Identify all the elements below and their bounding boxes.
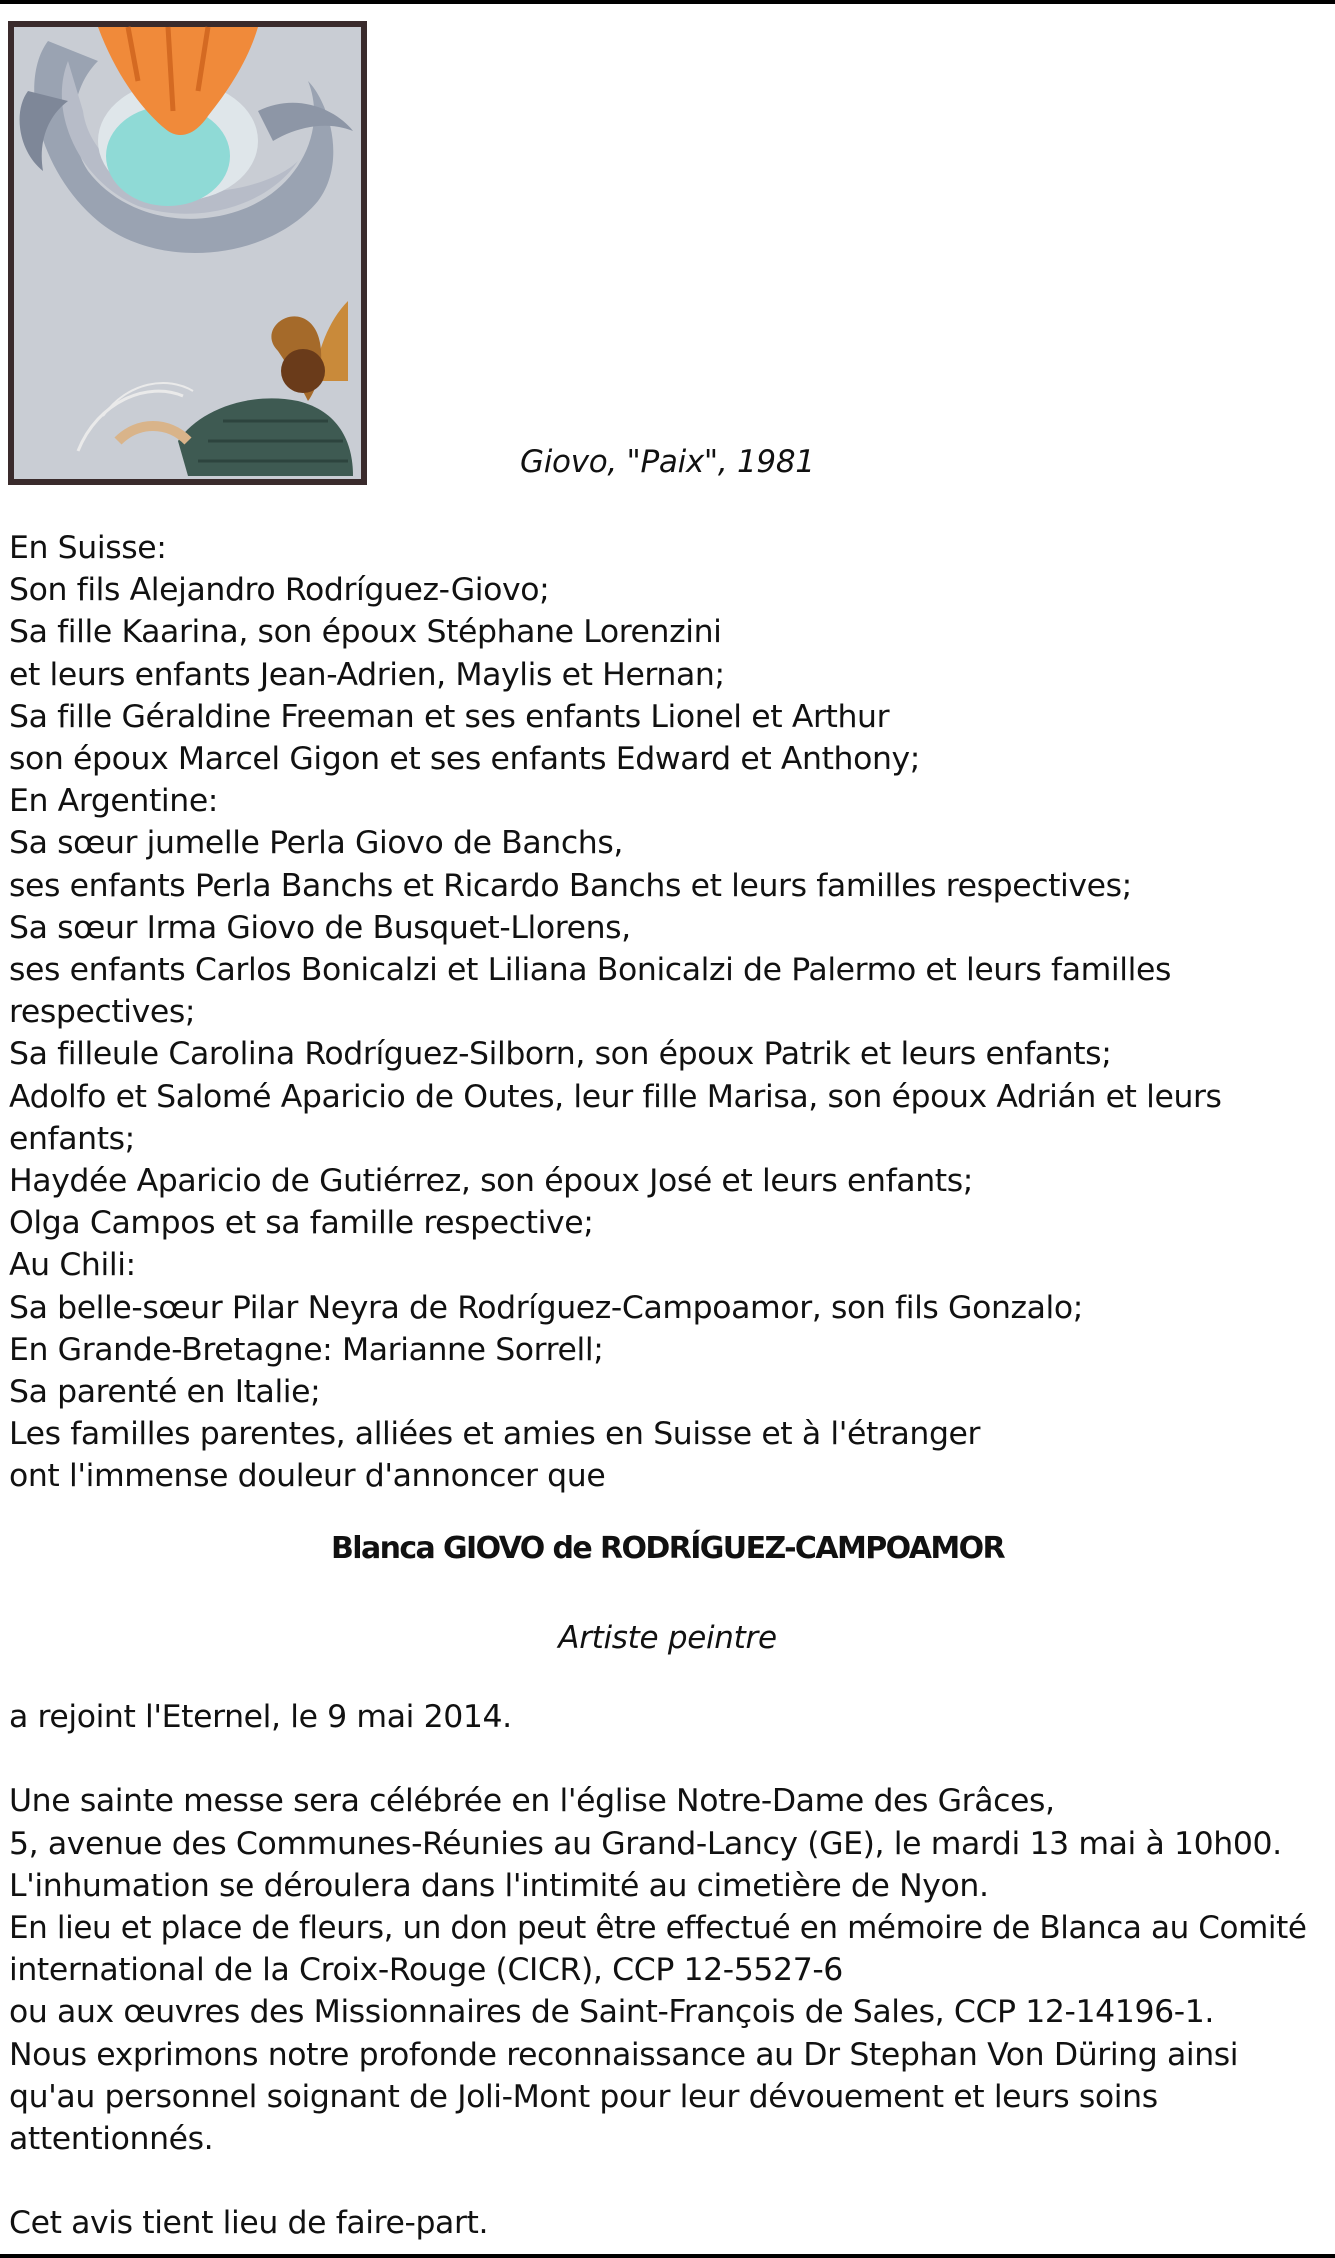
family-line: Haydée Aparicio de Gutiérrez, son époux José et leurs enfants;	[9, 1163, 973, 1200]
family-line: respectives;	[9, 994, 196, 1031]
family-announcement	[9, 527, 1319, 1498]
painting-caption: Giovo, "Paix", 1981	[520, 444, 815, 480]
ceremony-line: qu'au personnel soignant de Joli-Mont pour leur dévouement et leurs soins	[9, 2078, 1158, 2115]
family-line: son époux Marcel Gigon et ses enfants Edward et Anthony;	[9, 741, 921, 778]
family-line: Sa sœur jumelle Perla Giovo de Banchs,	[9, 825, 623, 862]
family-line: En Suisse:	[9, 530, 167, 566]
family-line: Son fils Alejandro Rodríguez-Giovo;	[9, 572, 550, 609]
death-line: a rejoint l'Eternel, le 9 mai 2014.	[9, 1699, 512, 1735]
family-line: et leurs enfants Jean-Adrien, Maylis et Hernan;	[9, 656, 725, 693]
family-line: Olga Campos et sa famille respective;	[9, 1205, 594, 1242]
family-line: Au Chili:	[9, 1247, 136, 1284]
family-line: Sa filleule Carolina Rodríguez-Silborn, son époux Patrik et leurs enfants;	[9, 1036, 1112, 1073]
family-line: Sa belle-sœur Pilar Neyra de Rodríguez-Campoamor, son fils Gonzalo;	[9, 1289, 1083, 1326]
deceased-name: Blanca GIOVO de RODRÍGUEZ-CAMPOAMOR	[331, 1531, 1004, 1566]
ceremony-line: 5, avenue des Communes-Réunies au Grand-Lancy (GE), le mardi 13 mai à 10h00.	[9, 1825, 1282, 1862]
ceremony-line: Une sainte messe sera célébrée en l'église Notre-Dame des Grâces,	[9, 1783, 1055, 1820]
closing-line: Cet avis tient lieu de faire-part.	[9, 2205, 489, 2242]
family-line: Sa fille Kaarina, son époux Stéphane Lorenzini	[9, 614, 722, 651]
family-line: enfants;	[9, 1120, 135, 1157]
ceremony-line: L'inhumation se déroulera dans l'intimité au cimetière de Nyon.	[9, 1867, 989, 1904]
family-line: ont l'immense douleur d'annoncer que	[9, 1458, 606, 1495]
ceremony-line: En lieu et place de fleurs, un don peut être effectué en mémoire de Blanca au Comité	[9, 1910, 1307, 1946]
family-line: Les familles parentes, alliées et amies en Suisse et à l'étranger	[9, 1416, 981, 1453]
ceremony-line: international de la Croix-Rouge (CICR), CCP 12-5527-6	[9, 1952, 843, 1989]
family-line: Adolfo et Salomé Aparicio de Outes, leur fille Marisa, son époux Adrián et leurs	[9, 1078, 1222, 1115]
ceremony-line: ou aux œuvres des Missionnaires de Saint-François de Sales, CCP 12-14196-1.	[9, 1994, 1214, 2031]
family-line: En Grande-Bretagne: Marianne Sorrell;	[9, 1331, 604, 1368]
painting-paix	[8, 21, 367, 485]
family-line: Sa sœur Irma Giovo de Busquet-Llorens,	[9, 909, 631, 946]
ceremony-details	[9, 1696, 1319, 2245]
family-line: Sa parenté en Italie;	[9, 1374, 321, 1411]
ceremony-line: attentionnés.	[9, 2121, 214, 2158]
family-line: Sa fille Géraldine Freeman et ses enfants Lionel et Arthur	[9, 698, 890, 735]
ceremony-line: Nous exprimons notre profonde reconnaissance au Dr Stephan Von Düring ainsi	[9, 2036, 1239, 2073]
family-line: ses enfants Carlos Bonicalzi et Liliana Bonicalzi de Palermo et leurs familles	[9, 952, 1171, 989]
deceased-profession: Artiste peintre	[558, 1620, 777, 1656]
family-line: ses enfants Perla Banchs et Ricardo Banchs et leurs familles respectives;	[9, 867, 1132, 904]
family-line: En Argentine:	[9, 783, 219, 820]
